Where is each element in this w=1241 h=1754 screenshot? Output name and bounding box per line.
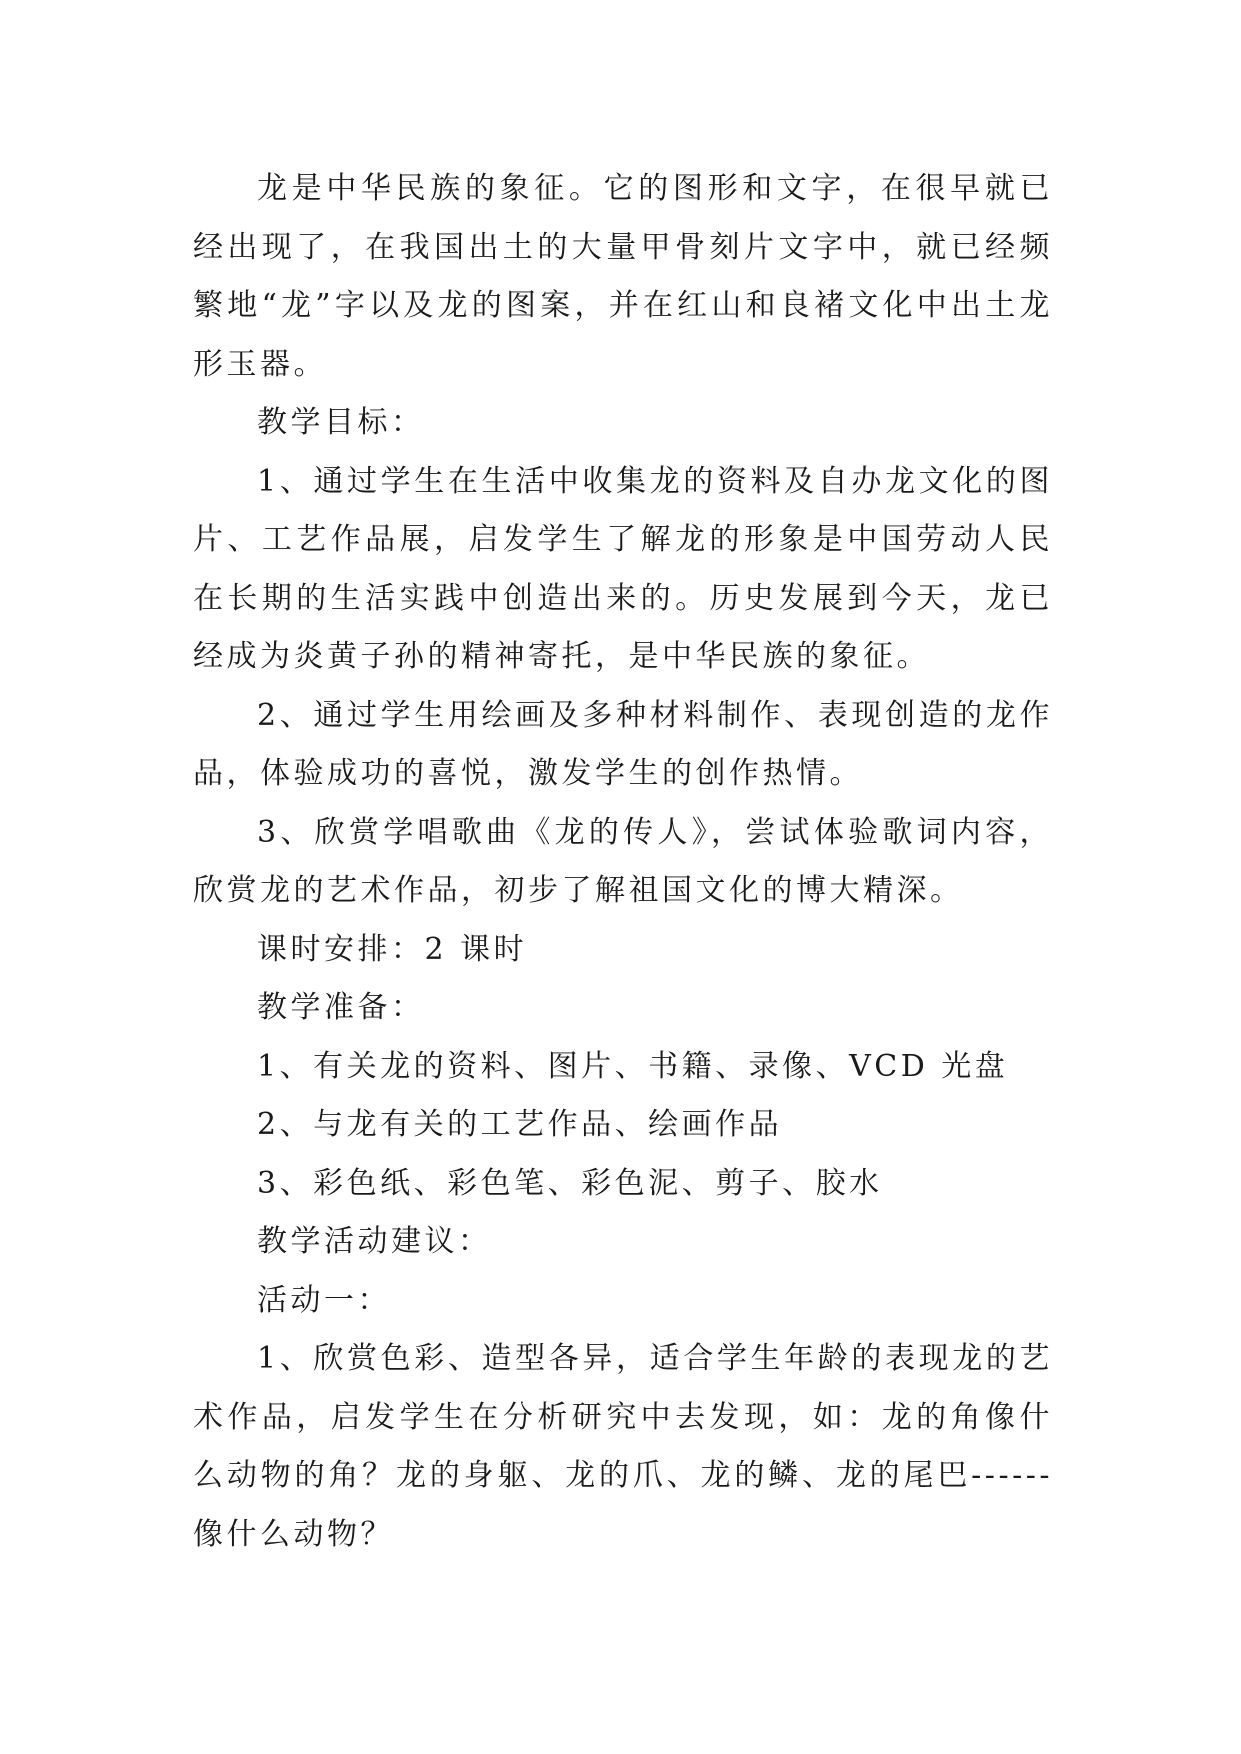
paragraph-goal-3: 3、欣赏学唱歌曲《龙的传人》，尝试体验歌词内容，欣赏龙的艺术作品，初步了解祖国文化的博大精深。	[193, 814, 1053, 908]
paragraph-prep-2: 2、与龙有关的工艺作品、绘画作品	[257, 1107, 783, 1142]
paragraph-goal-1: 1、通过学生在生活中收集龙的资料及自办龙文化的图片、工艺作品展，启发学生了解龙的形象是中国劳动人民在长期的生活实践中创造出来的。历史发展到今天，龙已经成为炎黄子孙的精神寄托，是中华民族的象征。	[193, 463, 1053, 674]
heading-teaching-preparation: 教学准备：	[257, 990, 425, 1025]
heading-activity-suggestions: 教学活动建议：	[257, 1224, 492, 1259]
paragraph-activity-1: 1、欣赏色彩、造型各异，适合学生年龄的表现龙的艺术作品，启发学生在分析研究中去发现，如：龙的角像什么动物的角？龙的身躯、龙的爪、龙的鳞、龙的尾巴------像什么动物？	[193, 1341, 1053, 1552]
paragraph-intro: 龙是中华民族的象征。它的图形和文字，在很早就已经出现了，在我国出土的大量甲骨刻片文字中，就已经频繁地“龙”字以及龙的图案，并在红山和良褚文化中出土龙形玉器。	[193, 171, 1053, 382]
document-body	[193, 160, 1053, 1564]
paragraph-class-hours: 课时安排：2 课时	[257, 931, 528, 967]
heading-teaching-goals: 教学目标：	[257, 405, 425, 440]
paragraph-prep-1: 1、有关龙的资料、图片、书籍、录像、VCD 光盘	[257, 1048, 1009, 1084]
paragraph-goal-2: 2、通过学生用绘画及多种材料制作、表现创造的龙作品，体验成功的喜悦，激发学生的创作热情。	[193, 697, 1053, 791]
heading-activity-one: 活动一：	[257, 1282, 391, 1318]
paragraph-prep-3: 3、彩色纸、彩色笔、彩色泥、剪子、胶水	[257, 1165, 883, 1201]
